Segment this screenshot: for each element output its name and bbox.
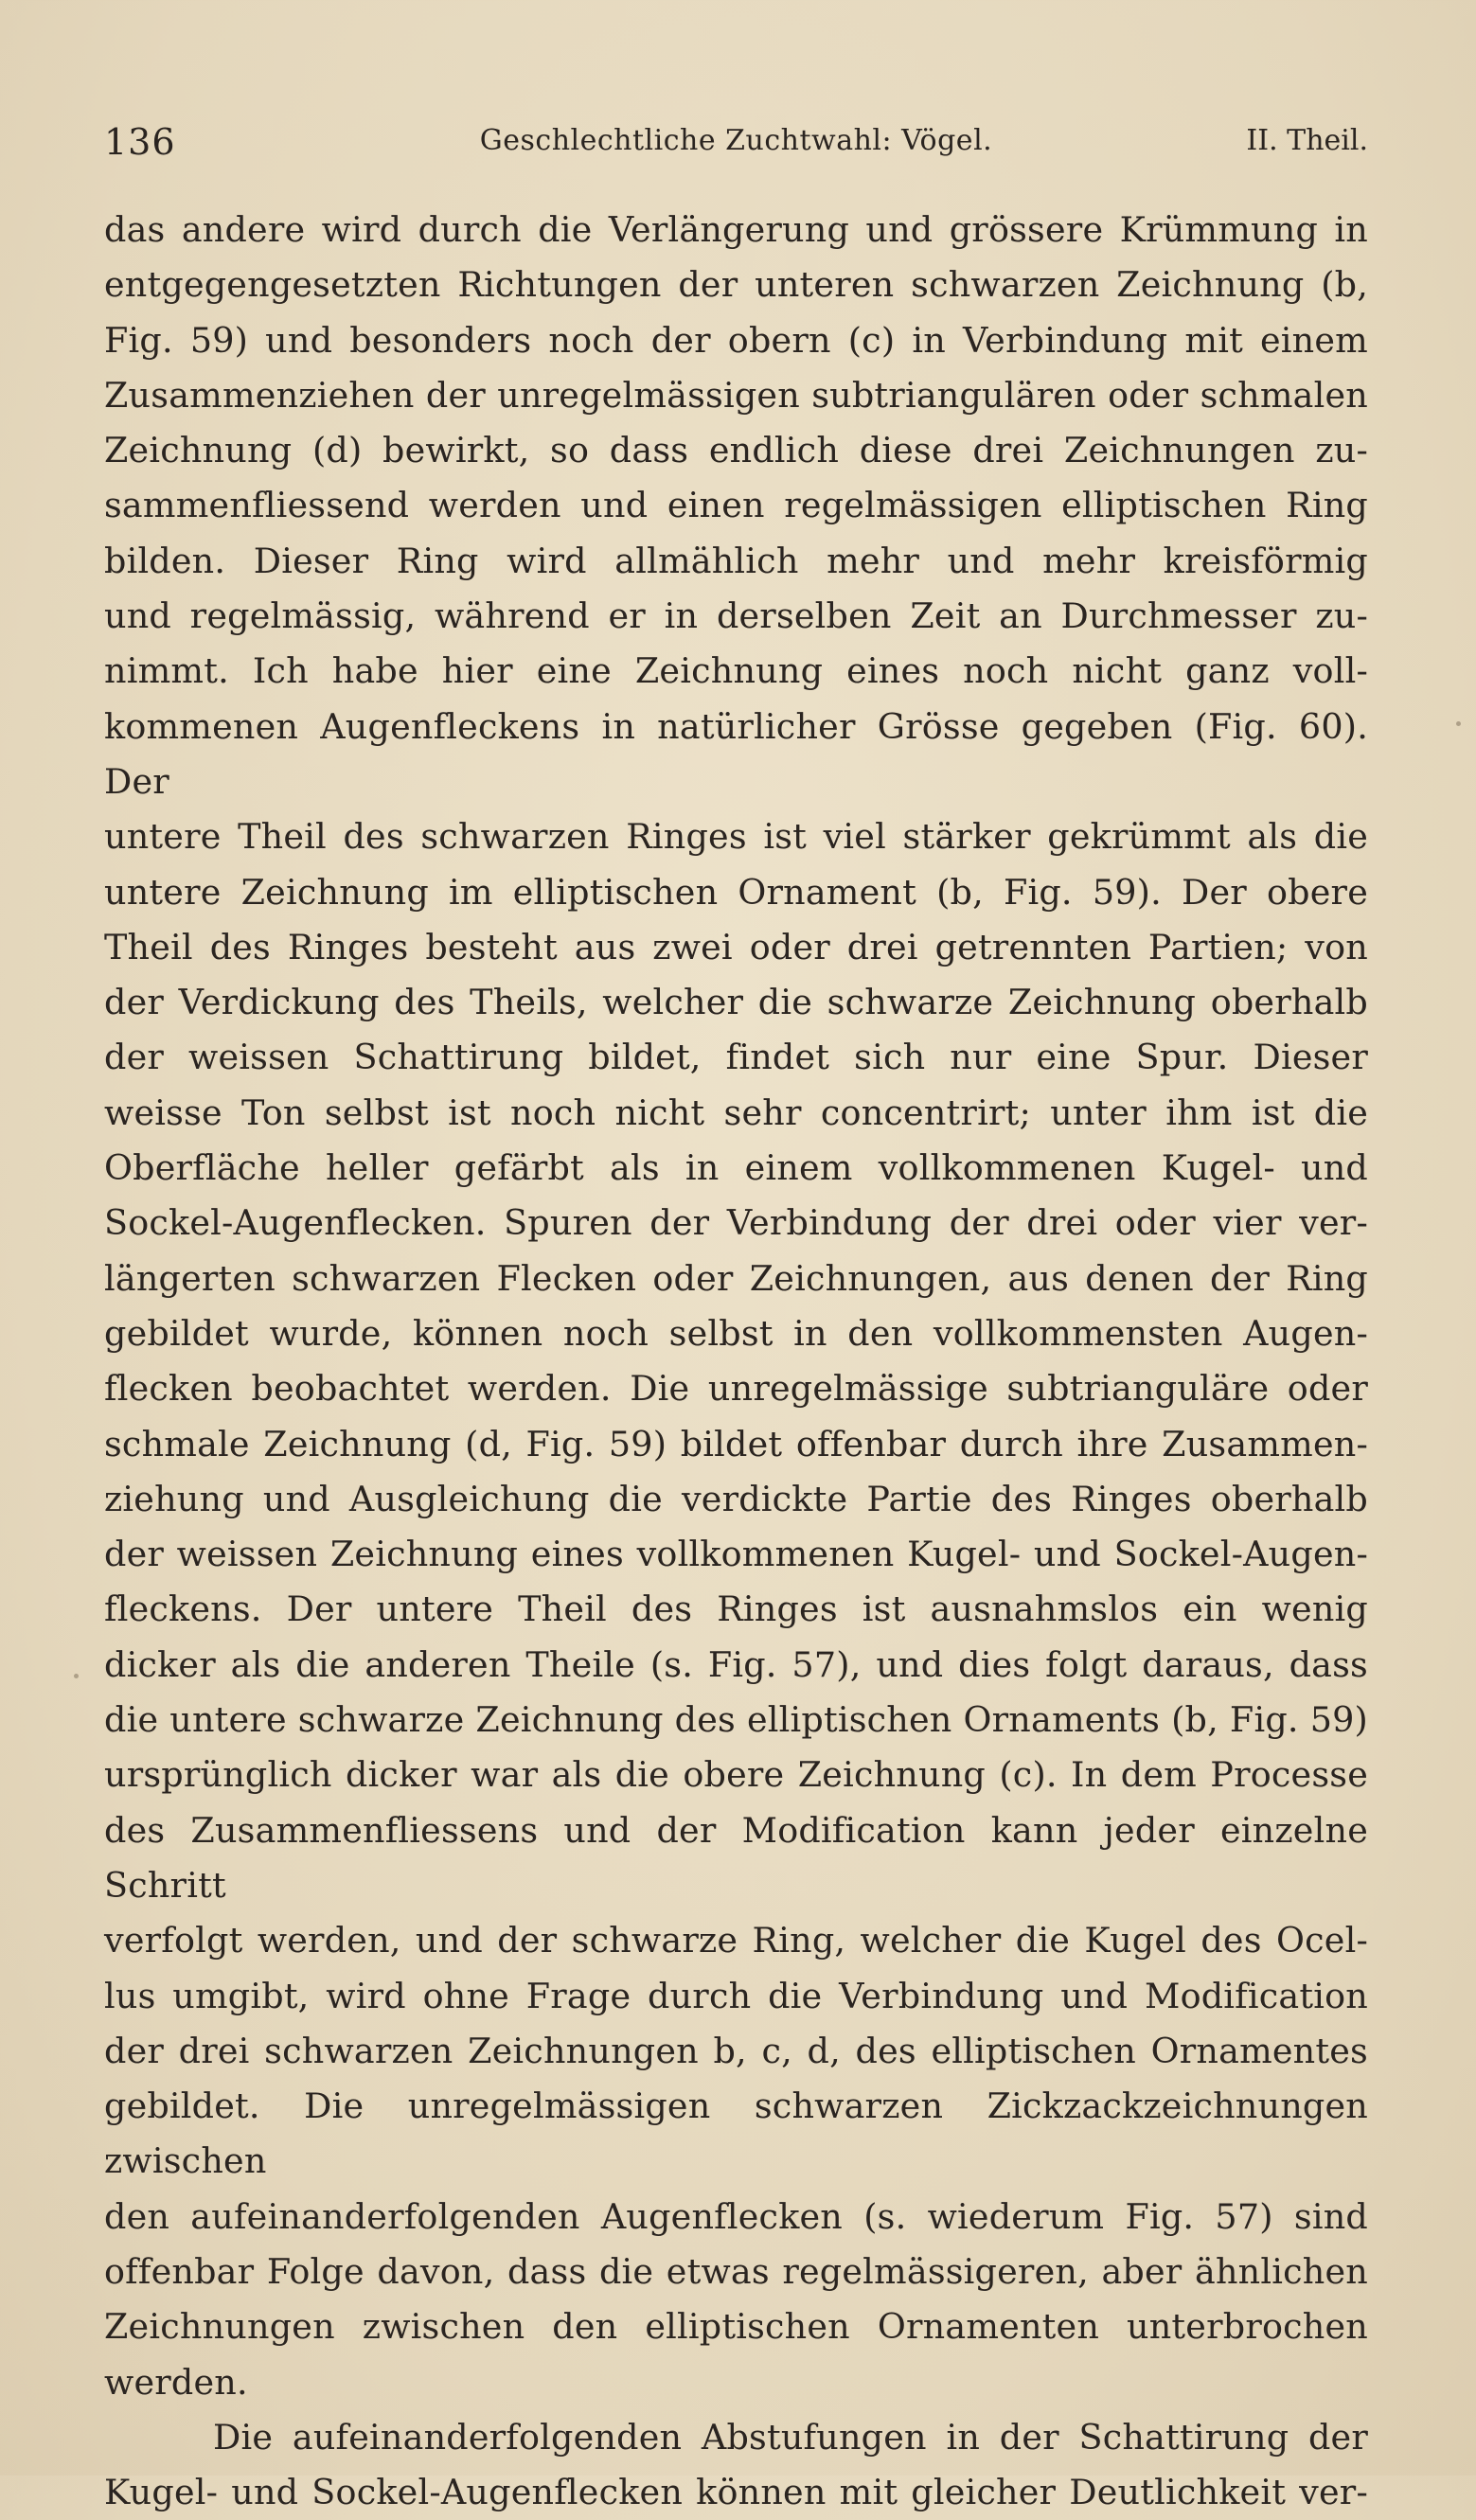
text-line: Sockel-Augenflecken. Spuren der Verbindung der drei oder vier ver-: [104, 1202, 1368, 1244]
text-line: kommenen Augenfleckens in natürlicher Grösse gegeben (Fig. 60). Der: [104, 705, 1368, 802]
text-line: schmale Zeichnung (d, Fig. 59) bildet offenbar durch ihre Zusammen-: [104, 1423, 1368, 1464]
text-line: untere Zeichnung im elliptischen Ornament (b, Fig. 59). Der obere: [104, 871, 1368, 913]
text-line: der weissen Zeichnung eines vollkommenen Kugel- und Sockel-Augen-: [104, 1534, 1368, 1575]
page-number: 136: [104, 121, 176, 163]
text-line: entgegengesetzten Richtungen der unteren schwarzen Zeichnung (b,: [104, 264, 1368, 306]
part-label: II. Theil.: [1246, 124, 1368, 157]
text-line: der weissen Schattirung bildet, findet sich nur eine Spur. Dieser: [104, 1037, 1368, 1078]
text-line: der Verdickung des Theils, welcher die schwarze Zeichnung oberhalb: [104, 982, 1368, 1023]
text-line: sammenfliessend werden und einen regelmässigen elliptischen Ring: [104, 485, 1368, 526]
text-line: längerten schwarzen Flecken oder Zeichnungen, aus denen der Ring: [104, 1257, 1368, 1299]
text-line: gebildet. Die unregelmässigen schwarzen Zickzackzeichnungen zwischen: [104, 2085, 1368, 2182]
text-line: des Zusammenfliessens und der Modification kann jeder einzelne Schritt: [104, 1809, 1368, 1906]
text-line: Die aufeinanderfolgenden Abstufungen in der Schattirung der: [213, 2416, 1368, 2458]
text-line: ursprünglich dicker war als die obere Zeichnung (c). In dem Processe: [104, 1754, 1368, 1796]
paper-speck: [1456, 721, 1461, 726]
body-text: [104, 203, 1368, 2520]
text-line: untere Theil des schwarzen Ringes ist viel stärker gekrümmt als die: [104, 816, 1368, 858]
text-line: weisse Ton selbst ist noch nicht sehr concentrirt; unter ihm ist die: [104, 1091, 1368, 1133]
text-line: das andere wird durch die Verlängerung und grössere Krümmung in: [104, 209, 1368, 250]
running-title: Geschlechtliche Zuchtwahl: Vögel.: [479, 124, 993, 157]
text-line: Zeichnung (d) bewirkt, so dass endlich diese drei Zeichnungen zu-: [104, 430, 1368, 471]
text-line: der drei schwarzen Zeichnungen b, c, d, des elliptischen Ornamentes: [104, 2030, 1368, 2071]
text-line: dicker als die anderen Theile (s. Fig. 57), und dies folgt daraus, dass: [104, 1643, 1368, 1685]
text-line: die untere schwarze Zeichnung des elliptischen Ornaments (b, Fig. 59): [104, 1699, 1368, 1741]
text-line: Kugel- und Sockel-Augenflecken können mit gleicher Deutlichkeit ver-: [104, 2472, 1368, 2513]
text-line: Oberfläche heller gefärbt als in einem vollkommenen Kugel- und: [104, 1147, 1368, 1189]
text-line: nimmt. Ich habe hier eine Zeichnung eines noch nicht ganz voll-: [104, 650, 1368, 692]
text-line: den aufeinanderfolgenden Augenflecken (s. wiederum Fig. 57) sind: [104, 2195, 1368, 2237]
text-line: offenbar Folge davon, dass die etwas regelmässigeren, aber ähnlichen: [104, 2250, 1368, 2292]
text-line: gebildet wurde, können noch selbst in den vollkommensten Augen-: [104, 1312, 1368, 1354]
paper-speck: [74, 1674, 79, 1678]
text-line: verfolgt werden, und der schwarze Ring, welcher die Kugel des Ocel-: [104, 1920, 1368, 1961]
text-line: Zusammenziehen der unregelmässigen subtriangulären oder schmalen: [104, 374, 1368, 416]
text-line: fleckens. Der untere Theil des Ringes ist ausnahmslos ein wenig: [104, 1588, 1368, 1630]
text-line: ziehung und Ausgleichung die verdickte Partie des Ringes oberhalb: [104, 1478, 1368, 1519]
text-line: Fig. 59) und besonders noch der obern (c) in Verbindung mit einem: [104, 319, 1368, 361]
text-line: und regelmässig, während er in derselben Zeit an Durchmesser zu-: [104, 595, 1368, 637]
text-line: Zeichnungen zwischen den elliptischen Ornamenten unterbrochen werden.: [104, 2306, 1368, 2403]
running-head: [104, 121, 1368, 169]
text-line: bilden. Dieser Ring wird allmählich mehr und mehr kreisförmig: [104, 540, 1368, 581]
text-line: lus umgibt, wird ohne Frage durch die Verbindung und Modification: [104, 1975, 1368, 2016]
text-line: flecken beobachtet werden. Die unregelmässige subtrianguläre oder: [104, 1368, 1368, 1410]
text-line: Theil des Ringes besteht aus zwei oder drei getrennten Partien; von: [104, 926, 1368, 967]
